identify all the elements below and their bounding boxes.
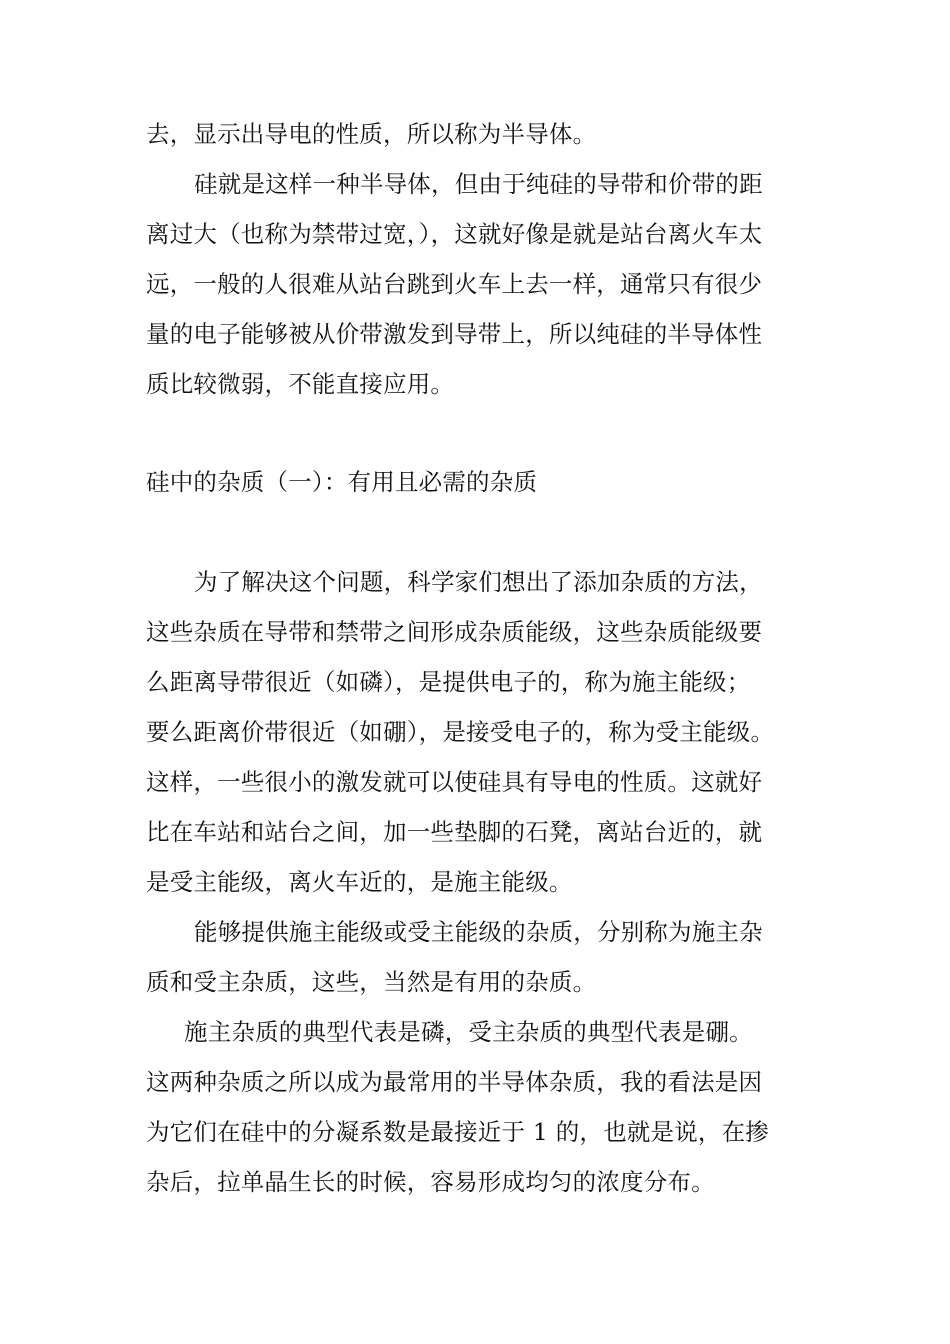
text-line-9: 么距离导带很近（如磷），是提供电子的，称为施主能级； xyxy=(146,668,751,696)
text-line-13: 是受主能级，离火车近的，是施主能级。 xyxy=(146,868,573,896)
text-line-7: 为了解决这个问题，科学家们想出了添加杂质的方法， xyxy=(194,568,763,596)
text-line-17: 这两种杂质之所以成为最常用的半导体杂质，我的看法是因 xyxy=(146,1068,763,1096)
text-line-19: 杂后，拉单晶生长的时候，容易形成均匀的浓度分布。 xyxy=(146,1168,715,1196)
text-line-2: 硅就是这样一种半导体，但由于纯硅的导带和价带的距 xyxy=(194,170,763,198)
text-line-11: 这样，一些很小的激发就可以使硅具有导电的性质。这就好 xyxy=(146,768,763,796)
text-line-3: 离过大（也称为禁带过宽，），这就好像是就是站台离火车太 xyxy=(146,220,763,248)
text-line-15: 质和受主杂质，这些，当然是有用的杂质。 xyxy=(146,968,597,996)
text-line-8: 这些杂质在导带和禁带之间形成杂质能级，这些杂质能级要 xyxy=(146,618,763,646)
text-line-1: 去，显示出导电的性质，所以称为半导体。 xyxy=(146,120,597,148)
section-heading: 硅中的杂质（一）：有用且必需的杂质 xyxy=(146,468,538,496)
text-line-4: 远，一般的人很难从站台跳到火车上去一样，通常只有很少 xyxy=(146,270,763,298)
text-line-16: 施主杂质的典型代表是磷，受主杂质的典型代表是硼。 xyxy=(184,1018,753,1046)
text-line-5: 量的电子能够被从价带激发到导带上，所以纯硅的半导体性 xyxy=(146,320,763,348)
text-line-18: 为它们在硅中的分凝系数是最接近于 1 的，也就是说，在掺 xyxy=(146,1118,769,1146)
text-line-14: 能够提供施主能级或受主能级的杂质，分别称为施主杂 xyxy=(194,918,763,946)
text-line-6: 质比较微弱，不能直接应用。 xyxy=(146,370,455,398)
text-line-10: 要么距离价带很近（如硼），是接受电子的，称为受主能级。 xyxy=(146,718,775,746)
text-line-12: 比在车站和站台之间，加一些垫脚的石凳，离站台近的，就 xyxy=(146,818,763,846)
